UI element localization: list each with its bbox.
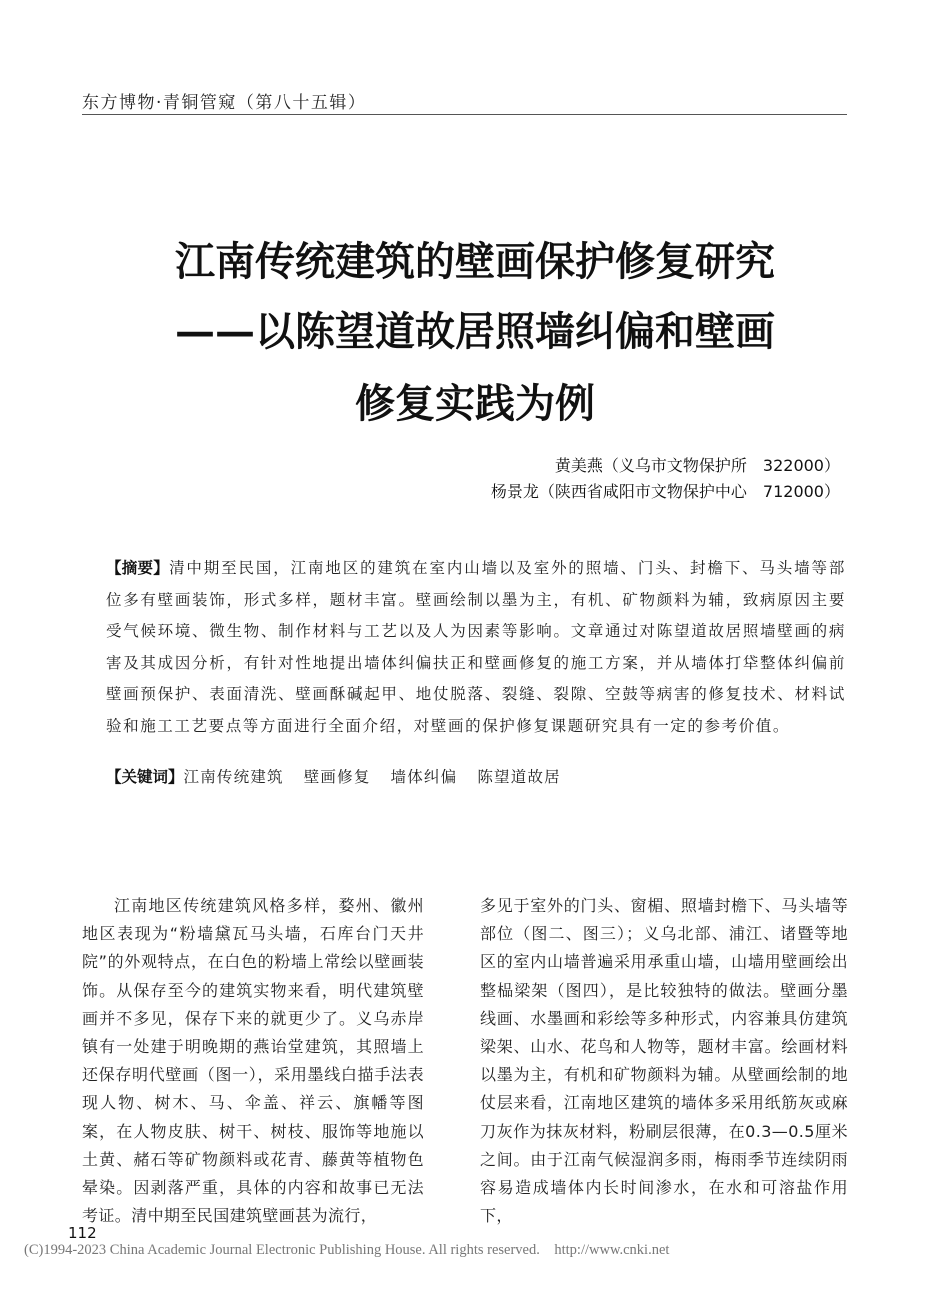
body-column-right: 多见于室外的门头、窗楣、照墙封檐下、马头墙等部位（图二、图三）；义乌北部、浦江、诸暨等地区的室内山墙普遍采用承重山墙，山墙用壁画绘出整榀梁架（图四），是比较独特的做法。壁画分墨线画、水墨画和彩绘等多种形式，内容兼具仿建筑梁架、山水、花鸟和人物等，题材丰富。绘画材料以墨为主，有机和矿物颜料为辅。从壁画绘制的地仗层来看，江南地区建筑的墙体多采用纸筋灰或麻刀灰作为抹灰材料，粉刷层很薄，在0.3—0.5厘米之间。由于江南气候湿润多雨，梅雨季节连续阴雨容易造成墙体内长时间渗水，在水和可溶盐作用下，: [480, 896, 848, 1226]
author-1: 黄美燕（义乌市文物保护所 322000）: [554, 456, 840, 475]
keywords: [106, 765, 581, 787]
author-2: 杨景龙（陕西省咸阳市文物保护中心 712000）: [490, 482, 840, 501]
header-divider: [82, 114, 847, 115]
abstract-text: 清中期至民国，江南地区的建筑在室内山墙以及室外的照墙、门头、封檐下、马头墙等部位多有壁画装饰，形式多样，题材丰富。壁画绘制以墨为主，有机、矿物颜料为辅，致病原因主要受气候环境、微生物、制作材料与工艺以及人为因素等影响。文章通过对陈望道故居照墙壁画的病害及其成因分析，有针对性地提出墙体纠偏扶正和壁画修复的施工方案，并从墙体打牮整体纠偏前壁画预保护、表面清洗、壁画酥碱起甲、地仗脱落、裂缝、裂隙、空鼓等病害的修复技术、材料试验和施工工艺要点等方面进行全面介绍，对壁画的保护修复课题研究具有一定的参考价值。: [106, 559, 846, 735]
title-line-1: 江南传统建筑的壁画保护修复研究: [175, 238, 775, 285]
page-number: 112: [68, 1224, 97, 1242]
keyword: 墙体纠偏: [390, 768, 458, 786]
abstract: [106, 553, 846, 743]
title-line-3: 修复实践为例: [355, 380, 595, 427]
abstract-label: 【摘要】: [106, 559, 170, 577]
keywords-label: 【关键词】: [106, 768, 184, 786]
keyword: 壁画修复: [303, 768, 371, 786]
body-column-left: 江南地区传统建筑风格多样，婺州、徽州地区表现为“粉墙黛瓦马头墙，石库台门天井院”的外观特点，在白色的粉墙上常绘以壁画装饰。从保存至今的建筑实物来看，明代建筑壁画并不多见，保存下来的就更少了。义乌赤岸镇有一处建于明晚期的燕诒堂建筑，其照墙上还保存明代壁画（图一），采用墨线白描手法表现人物、树木、马、伞盖、祥云、旗幡等图案，在人物皮肤、树干、树枝、服饰等地施以土黄、赭石等矿物颜料或花青、藤黄等植物色晕染。因剥落严重，具体的内容和故事已无法考证。清中期至民国建筑壁画甚为流行，: [82, 896, 424, 1226]
journal-header: 东方博物·青铜管窥（第八十五辑）: [82, 93, 367, 113]
copyright-footer: (C)1994-2023 China Academic Journal Electronic Publishing House. All rights reserved. http://www.cnki.net: [24, 1242, 670, 1258]
title-line-2: ——以陈望道故居照墙纠偏和壁画: [175, 308, 775, 355]
keyword: 江南传统建筑: [183, 768, 284, 786]
keyword: 陈望道故居: [477, 768, 561, 786]
